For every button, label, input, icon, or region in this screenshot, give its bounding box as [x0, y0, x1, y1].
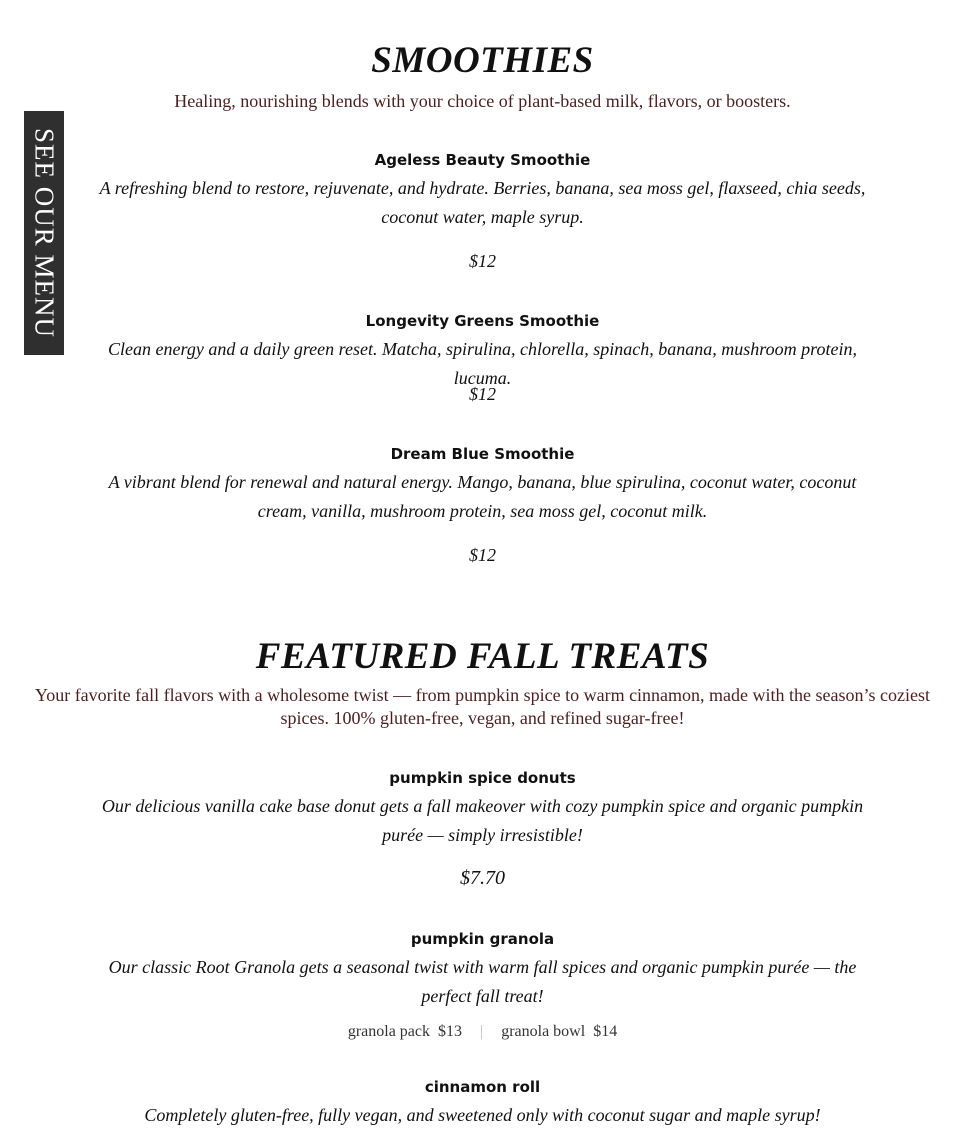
menu-item-pumpkin-granola [0, 929, 965, 1010]
item-name: Dream Blue Smoothie [390, 445, 575, 463]
granola-pack-price: $13 [438, 1023, 462, 1040]
granola-bowl-label: granola bowl [501, 1023, 586, 1040]
price-separator: | [480, 1023, 484, 1040]
item-description: A refreshing blend to restore, rejuvenate, and hydrate. Berries, banana, sea moss gel, flaxseed, chia seeds, coconut water, maple syrup. [99, 178, 866, 227]
item-price-ageless-beauty: $12 [469, 251, 496, 271]
see-our-menu-label: SEE OUR MENU [29, 127, 60, 338]
item-description: Our classic Root Granola gets a seasonal twist with warm fall spices and organic pumpkin purée — the perfect fall treat! [108, 957, 857, 1006]
menu-item-longevity-greens-smoothie [0, 311, 965, 392]
menu-item-cinnamon-roll [0, 1077, 965, 1130]
item-price-pumpkin-spice-donuts: $7.70 [460, 867, 505, 889]
item-name: Ageless Beauty Smoothie [374, 151, 591, 169]
item-description: Our delicious vanilla cake base donut gets a fall makeover with cozy pumpkin spice and organic pumpkin purée — simply irresistible! [101, 796, 864, 845]
item-name: cinnamon roll [424, 1078, 541, 1096]
granola-price-options [0, 1023, 965, 1041]
menu-item-pumpkin-spice-donuts [0, 768, 965, 849]
menu-item-ageless-beauty-smoothie [0, 150, 965, 231]
item-description: A vibrant blend for renewal and natural energy. Mango, banana, blue spirulina, coconut water, coconut cream, vanilla, mushroom protein, sea moss gel, coconut milk. [108, 472, 857, 521]
item-price-longevity-greens: $12 [469, 384, 496, 404]
smoothies-section-header [0, 40, 965, 113]
fall-treats-section-header [0, 636, 965, 730]
granola-pack-label: granola pack [347, 1023, 430, 1040]
menu-item-dream-blue-smoothie [0, 444, 965, 525]
fall-treats-title: FEATURED FALL TREATS [255, 636, 710, 677]
item-description: Clean energy and a daily green reset. Matcha, spirulina, chlorella, spinach, banana, mushroom protein, lucuma. [108, 339, 857, 388]
item-price-dream-blue: $12 [469, 545, 496, 565]
smoothies-subtitle: Healing, nourishing blends with your choice of plant-based milk, flavors, or boosters. [174, 91, 791, 111]
item-description: Completely gluten-free, fully vegan, and sweetened only with coconut sugar and maple syrup! [144, 1105, 821, 1125]
fall-treats-subtitle: Your favorite fall flavors with a wholesome twist — from pumpkin spice to warm cinnamon, made with the season’s coziest spices. 100% gluten-free, vegan, and refined sugar-free! [35, 685, 930, 728]
smoothies-title: SMOOTHIES [371, 40, 594, 81]
item-name: Longevity Greens Smoothie [365, 312, 600, 330]
item-name: pumpkin spice donuts [389, 769, 576, 787]
item-name: pumpkin granola [410, 930, 555, 948]
granola-bowl-price: $14 [593, 1023, 618, 1040]
